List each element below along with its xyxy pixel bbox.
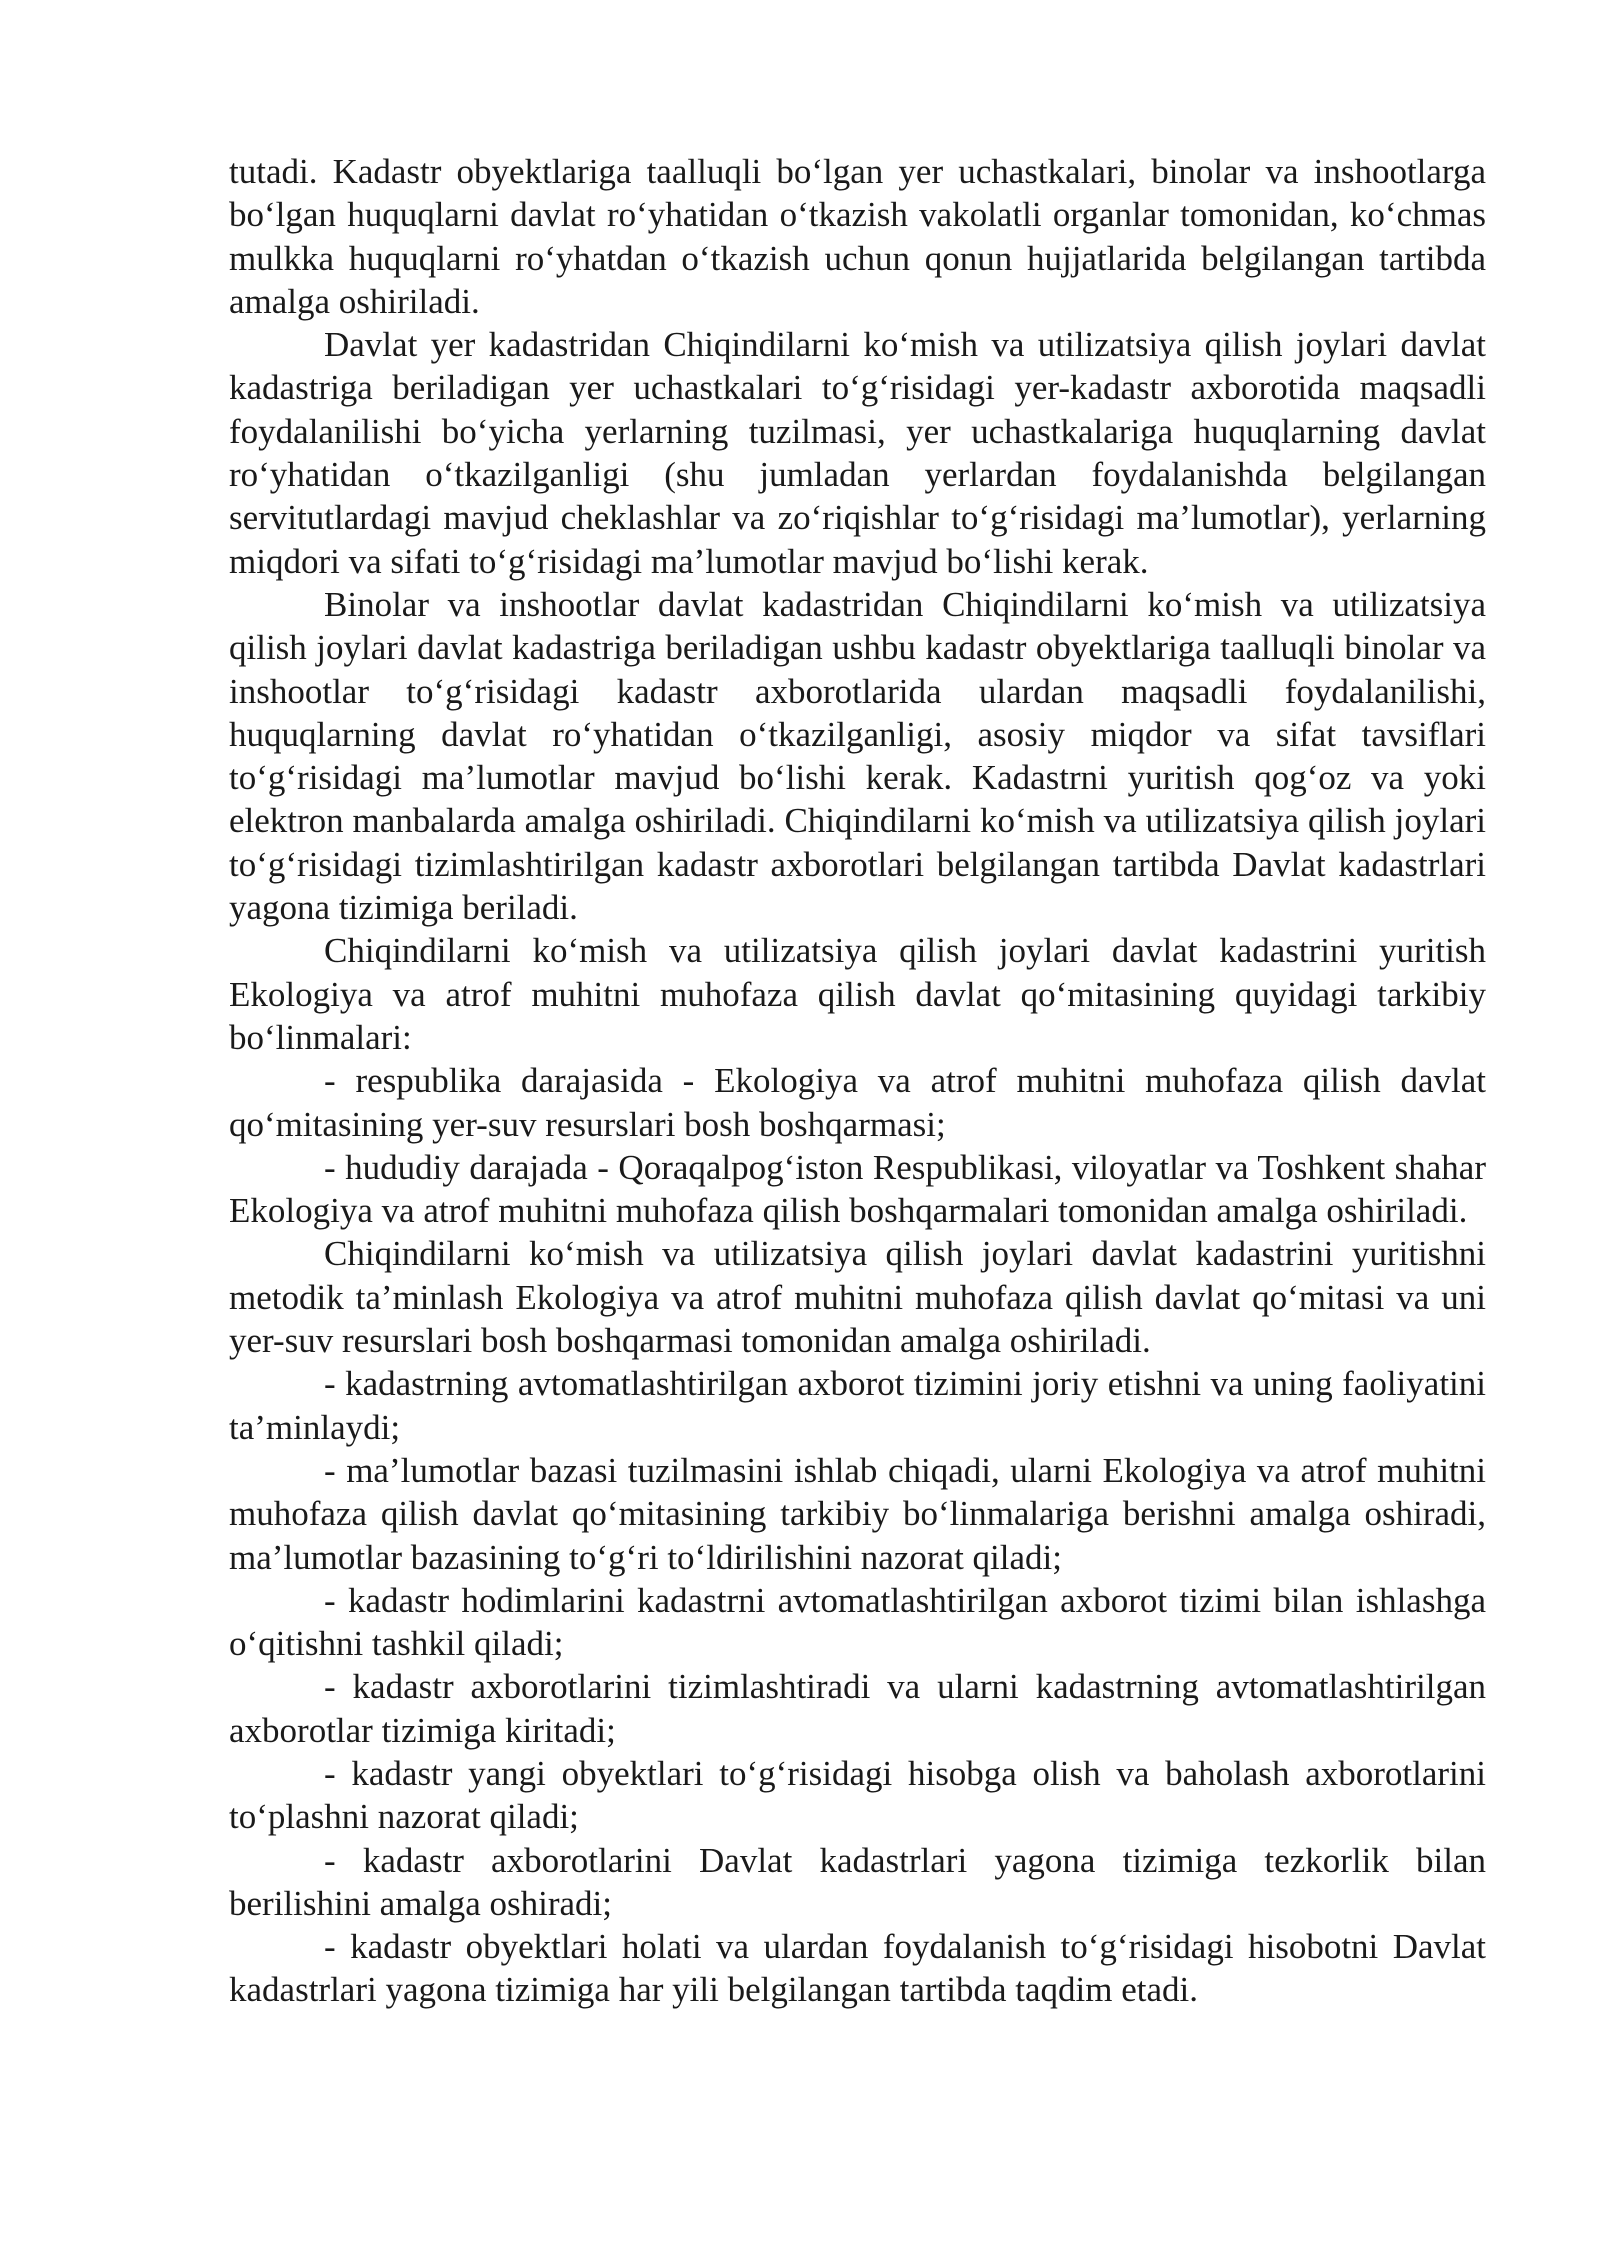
list-item: - kadastr obyektlari holati va ulardan foydalanish to‘g‘risidagi hisobotni Davlat kadastrlari yagona tizimiga har yili belgilangan tartibda taqdim etadi.: [229, 1927, 1486, 2010]
list-item: - kadastr axborotlarini Davlat kadastrlari yagona tizimiga tezkorlik bilan berilishini amalga oshiradi;: [229, 1840, 1486, 1923]
list-item: - kadastrning avtomatlashtirilgan axborot tizimini joriy etishni va uning faoliyatini ta’minlaydi;: [229, 1364, 1486, 1447]
paragraph: Chiqindilarni ko‘mish va utilizatsiya qilish joylari davlat kadastrini yuritish Ekologiya va atrof muhitni muhofaza qilish davlat qo‘mitasining quyidagi tarkibiy bo‘linmalari:: [229, 931, 1486, 1057]
document-page: [229, 150, 1486, 2012]
list-item: - kadastr axborotlarini tizimlashtiradi va ularni kadastrning avtomatlashtirilgan axborotlar tizimiga kiritadi;: [229, 1667, 1486, 1750]
paragraph: Binolar va inshootlar davlat kadastridan Chiqindilarni ko‘mish va utilizatsiya qilish joylari davlat kadastriga beriladigan ushbu kadastr obyektlariga taalluqli binolar va inshootlar to‘g‘risidagi kadastr axborotlarida ulardan maqsadli foydalanilishi, huquqlarning davlat ro‘yhatidan o‘tkazilganligi, asosiy miqdor va sifat tavsiflari to‘g‘risidagi ma’lumotlar mavjud bo‘lishi kerak. Kadastrni yuritish qog‘oz va yoki elektron manbalarda amalga oshiriladi. Chiqindilarni ko‘mish va utilizatsiya qilish joylari to‘g‘risidagi tizimlashtirilgan kadastr axborotlari belgilangan tartibda Davlat kadastrlari yagona tizimiga beriladi.: [229, 584, 1486, 928]
paragraph: Chiqindilarni ko‘mish va utilizatsiya qilish joylari davlat kadastrini yuritishni metodik ta’minlash Ekologiya va atrof muhitni muhofaza qilish davlat qo‘mitasi va uni yer-suv resurslari bosh boshqarmasi tomonidan amalga oshiriladi.: [229, 1234, 1486, 1361]
list-item: - hududiy darajada - Qoraqalpog‘iston Respublikasi, viloyatlar va Toshkent shahar Ekologiya va atrof muhitni muhofaza qilish boshqarmalari tomonidan amalga oshiriladi.: [229, 1147, 1486, 1231]
paragraph: Davlat yer kadastridan Chiqindilarni ko‘mish va utilizatsiya qilish joylari davlat kadastriga beriladigan yer uchastkalari to‘g‘risidagi yer-kadastr axborotida maqsadli foydalanilishi bo‘yicha yerlarning tuzilmasi, yer uchastkalariga huquqlarning davlat ro‘yhatidan o‘tkazilganligi (shu jumladan yerlardan foydalanishda belgilangan servitutlardagi mavjud cheklashlar va zo‘riqishlar to‘g‘risidagi ma’lumotlar), yerlarning miqdori va sifati to‘g‘risidagi ma’lumotlar mavjud bo‘lishi kerak.: [229, 325, 1486, 581]
list-item: - kadastr yangi obyektlari to‘g‘risidagi hisobga olish va baholash axborotlarini to‘plashni nazorat qiladi;: [229, 1753, 1486, 1837]
paragraph: tutadi. Kadastr obyektlariga taalluqli bo‘lgan yer uchastkalari, binolar va inshootlarga bo‘lgan huquqlarni davlat ro‘yhatidan o‘tkazish vakolatli organlar tomonidan, ko‘chmas mulkka huquqlarni ro‘yhatdan o‘tkazish uchun qonun hujjatlarida belgilangan tartibda amalga oshiriladi.: [229, 152, 1486, 321]
list-item: - kadastr hodimlarini kadastrni avtomatlashtirilgan axborot tizimi bilan ishlashga o‘qitishni tashkil qiladi;: [229, 1580, 1486, 1664]
list-item: - ma’lumotlar bazasi tuzilmasini ishlab chiqadi, ularni Ekologiya va atrof muhitni muhofaza qilish davlat qo‘mitasining tarkibiy bo‘linmalariga berishni amalga oshiradi, ma’lumotlar bazasining to‘g‘ri to‘ldirilishini nazorat qiladi;: [229, 1450, 1486, 1577]
list-item: - respublika darajasida - Ekologiya va atrof muhitni muhofaza qilish davlat qo‘mitasining yer-suv resurslari bosh boshqarmasi;: [229, 1061, 1486, 1144]
